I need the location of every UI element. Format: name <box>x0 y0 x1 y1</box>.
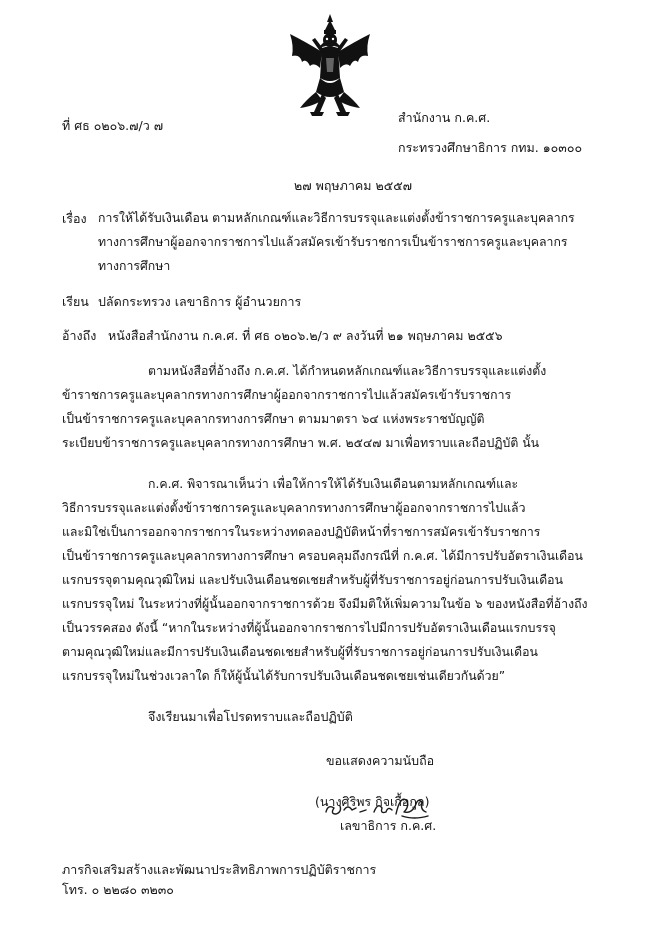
paragraph-line: ข้าราชการครูและบุคลากรทางการศึกษาผู้ออกจากราชการไปแล้วสมัครเข้ารับราชการ <box>62 388 512 402</box>
office-name: สำนักงาน ก.ค.ศ. <box>398 110 491 125</box>
subject-line: ทางการศึกษาผู้ออกจากราชการไปแล้วสมัครเข้ารับราชการเป็นข้าราชการครูและบุคลากร <box>98 235 568 249</box>
paragraph-line: แรกบรรจุใหม่ ในระหว่างที่ผู้นั้นออกจากราชการด้วย จึงมีมติให้เพิ่มความในข้อ ๖ ของหนังสือที่อ้างถึง <box>62 597 588 611</box>
paragraph-line: เป็นข้าราชการครูและบุคลากรทางการศึกษา ตามมาตรา ๖๔ แห่งพระราชบัญญัติ <box>62 412 485 426</box>
paragraph-line: ระเบียบข้าราชการครูและบุคลากรทางการศึกษา พ.ศ. ๒๕๔๗ มาเพื่อทราบและถือปฏิบัติ นั้น <box>62 436 540 450</box>
subject-line: การให้ได้รับเงินเดือน ตามหลักเกณฑ์และวิธีการบรรจุและแต่งตั้งข้าราชการครูและบุคลากร <box>98 211 575 225</box>
letter-date: ๒๗ พฤษภาคม ๒๕๕๗ <box>294 178 413 193</box>
paragraph-line: ก.ค.ศ. พิจารณาเห็นว่า เพื่อให้การให้ได้รับเงินเดือนตามหลักเกณฑ์และ <box>148 477 519 491</box>
signer-name: (นางศิริพร กิจเกื้อกูล) <box>315 794 430 809</box>
footer-department: ภารกิจเสริมสร้างและพัฒนาประสิทธิภาพการปฏิบัติราชการ <box>62 862 377 877</box>
paragraph-line: แรกบรรจุใหม่ในช่วงเวลาใด ก็ให้ผู้นั้นได้รับการปรับเงินเดือนชดเชยเช่นเดียวกันด้วย” <box>62 669 506 683</box>
subject-line: ทางการศึกษา <box>98 259 171 273</box>
signer-title: เลขาธิการ ก.ค.ศ. <box>340 818 437 833</box>
paragraph-line: แรกบรรจุตามคุณวุฒิใหม่ และปรับเงินเดือนชดเชยสำหรับผู้ที่รับราชการอยู่ก่อนการปรับเงินเดือน <box>62 573 563 587</box>
office-address: กระทรวงศึกษาธิการ กทม. ๑๐๓๐๐ <box>398 140 583 155</box>
closing-request: จึงเรียนมาเพื่อโปรดทราบและถือปฏิบัติ <box>148 709 353 724</box>
garuda-emblem-icon <box>284 12 376 122</box>
paragraph-line: วิธีการบรรจุและแต่งตั้งข้าราชการครูและบุคลากรทางการศึกษาผู้ออกจากราชการไปแล้ว <box>62 501 526 515</box>
paragraph-line: เป็นข้าราชการครูและบุคลากรทางการศึกษา ครอบคลุมถึงกรณีที่ ก.ค.ศ. ได้มีการปรับอัตราเงินเดือน <box>62 549 583 563</box>
paragraph-line: ตามหนังสือที่อ้างถึง ก.ค.ศ. ได้กำหนดหลักเกณฑ์และวิธีการบรรจุและแต่งตั้ง <box>148 364 547 378</box>
recipient-label: เรียน <box>62 294 89 309</box>
reference-text: หนังสือสำนักงาน ก.ค.ศ. ที่ ศธ ๐๒๐๖.๒/ว ๙ ลงวันที่ ๒๑ พฤษภาคม ๒๕๕๖ <box>108 328 503 343</box>
salutation: ขอแสดงความนับถือ <box>326 753 435 768</box>
document-number: ที่ ศธ ๐๒๐๖.๗/ว ๗ <box>62 118 164 133</box>
footer-phone: โทร. ๐ ๒๒๘๐ ๓๒๓๐ <box>62 882 174 897</box>
paragraph-line: ตามคุณวุฒิใหม่และมีการปรับเงินเดือนชดเชยสำหรับผู้ที่รับราชการอยู่ก่อนการปรับเงินเดือน <box>62 645 538 659</box>
reference-label: อ้างถึง <box>62 328 97 343</box>
paragraph-line: เป็นวรรคสอง ดังนี้ “หากในระหว่างที่ผู้นั้นออกจากราชการไปมีการปรับอัตราเงินเดือนแรกบรรจุ <box>62 621 556 635</box>
paragraph-line: และมิใช่เป็นการออกจากราชการในระหว่างทดลองปฏิบัติหน้าที่ราชการสมัครเข้ารับราชการ <box>62 525 541 539</box>
recipient-text: ปลัดกระทรวง เลขาธิการ ผู้อำนวยการ <box>98 294 302 309</box>
subject-label: เรื่อง <box>62 211 87 226</box>
